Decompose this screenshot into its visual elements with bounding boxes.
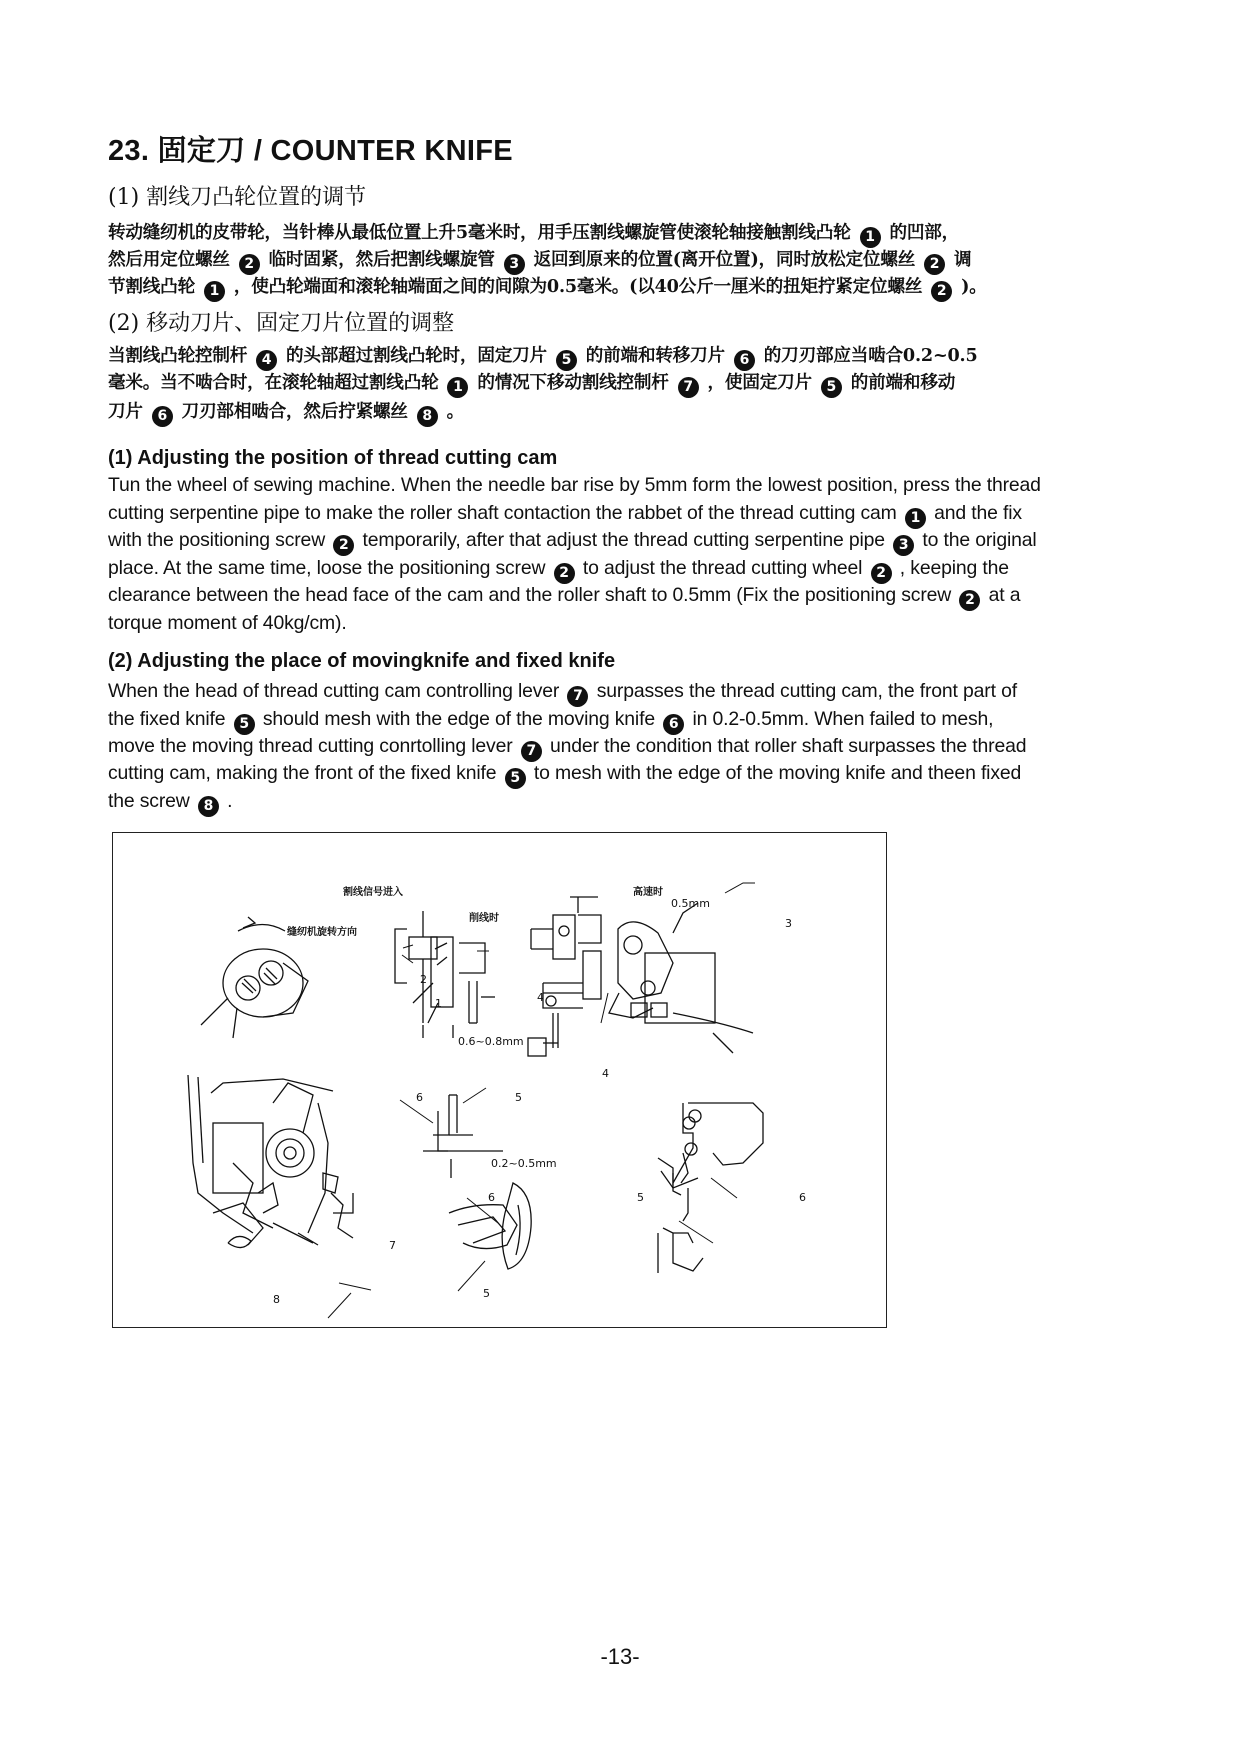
text-segment: cutting serpentine pipe to make the roller shaft contaction the rabbet of the thread cutting cam xyxy=(108,502,902,524)
text-segment: with the positioning screw xyxy=(108,529,331,551)
callout-number-badge: 1 xyxy=(860,227,881,248)
section-heading: 23. 固定刀 / COUNTER KNIFE xyxy=(108,135,513,167)
callout-5: 5 xyxy=(515,1091,522,1104)
label-cutting: 削线时 xyxy=(469,913,499,924)
text-segment: 刀刃部相啮合，然后拧紧螺丝 xyxy=(175,401,414,422)
en-paragraph-1-line xyxy=(108,612,347,635)
callout-number-badge: 1 xyxy=(905,508,926,529)
text-segment: 的前端和转移刀片 xyxy=(579,345,731,366)
label-gap-0-2-0-5mm: 0.2~0.5mm xyxy=(491,1157,557,1170)
cn-paragraph-1-line xyxy=(108,273,1123,302)
text-segment: 然后用定位螺丝 xyxy=(108,249,236,270)
callout-2: 2 xyxy=(420,973,427,986)
text-segment: to mesh with the edge of the moving knife and theen fixed xyxy=(528,762,1022,784)
text-segment: ，使固定刀片 xyxy=(701,372,818,393)
diagram-drawing xyxy=(113,833,888,1329)
callout-number-badge: 7 xyxy=(678,377,699,398)
callout-5c: 5 xyxy=(637,1191,644,1204)
callout-number-badge: 6 xyxy=(734,350,755,371)
text-segment: Tun the wheel of sewing machine. When the needle bar rise by 5mm form the lowest position, press the thread xyxy=(108,474,1041,496)
en-paragraph-1-line xyxy=(108,529,1037,556)
text-segment: temporarily, after that adjust the thread cutting serpentine pipe xyxy=(357,529,891,551)
adjustment-diagram xyxy=(112,832,887,1328)
callout-5b: 5 xyxy=(483,1287,490,1300)
callout-number-badge: 8 xyxy=(198,796,219,817)
text-segment: torque moment of 40kg/cm). xyxy=(108,612,347,634)
callout-number-badge: 2 xyxy=(959,590,980,611)
cn-paragraph-1-line xyxy=(108,246,1123,275)
cn-paragraph-2-line xyxy=(108,342,1123,371)
callout-number-badge: 6 xyxy=(152,406,173,427)
callout-number-badge: 5 xyxy=(234,714,255,735)
text-segment: ，使凸轮端面和滚轮轴端面之间的间隙为0.5毫米。(以40公斤一厘米的扭矩拧紧定位螺丝 xyxy=(227,276,929,297)
text-segment: 的凹部， xyxy=(883,222,960,243)
cn-subheading-1: (1) 割线刀凸轮位置的调节 xyxy=(108,185,367,210)
en-paragraph-2-line xyxy=(108,680,1017,707)
text-segment: 刀片 xyxy=(108,401,149,422)
en-paragraph-2-line xyxy=(108,762,1021,789)
page-number: -13- xyxy=(600,1644,640,1669)
text-segment: should mesh with the edge of the moving knife xyxy=(257,708,661,730)
text-segment: clearance between the head face of the cam and the roller shaft to 0.5mm (Fix the positioning screw xyxy=(108,584,957,606)
label-high-speed: 高速时 xyxy=(633,887,663,898)
text-segment: place. At the same time, loose the positioning screw xyxy=(108,557,551,579)
text-segment: cutting cam, making the front of the fixed knife xyxy=(108,762,502,784)
text-segment: 调 xyxy=(948,249,972,270)
text-segment: 的前端和移动 xyxy=(844,372,956,393)
callout-6b: 6 xyxy=(488,1191,495,1204)
label-gap-0-6-0-8mm: 0.6~0.8mm xyxy=(458,1035,524,1048)
text-segment: 临时固紧，然后把割线螺旋管 xyxy=(262,249,501,270)
callout-4: 4 xyxy=(537,991,544,1004)
cn-paragraph-2-line xyxy=(108,369,1123,398)
en-paragraph-2-line xyxy=(108,735,1026,762)
machine-underside-sketch xyxy=(188,1075,353,1248)
cn-subheading-2: (2) 移动刀片、固定刀片位置的调整 xyxy=(108,311,455,336)
callout-number-badge: 1 xyxy=(447,377,468,398)
callout-number-badge: 2 xyxy=(871,563,892,584)
text-segment: , keeping the xyxy=(894,557,1009,579)
text-segment: to the original xyxy=(917,529,1037,551)
callout-number-badge: 8 xyxy=(417,406,438,427)
callout-number-badge: 5 xyxy=(505,768,526,789)
cn-paragraph-1-line xyxy=(108,219,1123,248)
callout-number-badge: 7 xyxy=(521,741,542,762)
en-paragraph-1-line xyxy=(108,557,1009,584)
callout-4b: 4 xyxy=(602,1067,609,1080)
text-segment: at a xyxy=(983,584,1021,606)
en-paragraph-1-line xyxy=(108,474,1041,497)
text-segment: 毫米。当不啮合时，在滚轮轴超过割线凸轮 xyxy=(108,372,445,393)
label-signal-in: 割线信号进入 xyxy=(343,887,403,898)
text-segment: surpasses the thread cutting cam, the front part of xyxy=(591,680,1017,702)
en-subheading-1: (1) Adjusting the position of thread cutting cam xyxy=(108,447,558,469)
callout-3: 3 xyxy=(785,917,792,930)
en-paragraph-2-line xyxy=(108,790,232,817)
text-segment: When the head of thread cutting cam controlling lever xyxy=(108,680,565,702)
label-rotation-direction: 缝纫机旋转方向 xyxy=(287,927,357,938)
text-segment: move the moving thread cutting conrtolling lever xyxy=(108,735,518,757)
en-paragraph-2-line xyxy=(108,708,993,735)
callout-number-badge: 5 xyxy=(556,350,577,371)
knife-mesh-sketch xyxy=(423,1095,531,1269)
callout-number-badge: 5 xyxy=(821,377,842,398)
text-segment: the screw xyxy=(108,790,195,812)
callout-number-badge: 7 xyxy=(567,686,588,707)
text-segment: . xyxy=(221,790,233,812)
callout-number-badge: 2 xyxy=(333,535,354,556)
callout-number-badge: 6 xyxy=(663,714,684,735)
callout-1: 1 xyxy=(435,997,442,1010)
en-paragraph-1-line xyxy=(108,502,1022,529)
knife-plates-sketch xyxy=(658,1103,763,1273)
high-speed-position-sketch xyxy=(528,897,753,1056)
callout-number-badge: 1 xyxy=(204,281,225,302)
text-segment: and the fix xyxy=(928,502,1022,524)
callout-6c: 6 xyxy=(799,1191,806,1204)
text-segment: 返回到原来的位置(离开位置)，同时放松定位螺丝 xyxy=(527,249,922,270)
text-segment: to adjust the thread cutting wheel xyxy=(577,557,868,579)
callout-number-badge: 2 xyxy=(239,254,260,275)
en-paragraph-1-line xyxy=(108,584,1020,611)
cutting-position-sketch xyxy=(395,911,495,1038)
cn-paragraph-2-line xyxy=(108,398,1123,427)
text-segment: 的刀刃部应当啮合0.2~0.5 xyxy=(757,345,978,366)
callout-number-badge: 2 xyxy=(931,281,952,302)
text-segment: )。 xyxy=(955,276,987,297)
label-gap-0-5mm: 0.5mm xyxy=(671,897,710,910)
callout-number-badge: 3 xyxy=(893,535,914,556)
text-segment: 的头部超过割线凸轮时，固定刀片 xyxy=(280,345,553,366)
callout-8: 8 xyxy=(273,1293,280,1306)
text-segment: 节割线凸轮 xyxy=(108,276,201,297)
text-segment: the fixed knife xyxy=(108,708,231,730)
text-segment: under the condition that roller shaft surpasses the thread xyxy=(544,735,1027,757)
callout-6: 6 xyxy=(416,1091,423,1104)
callout-number-badge: 4 xyxy=(256,350,277,371)
text-segment: 的情况下移动割线控制杆 xyxy=(471,372,675,393)
callout-number-badge: 2 xyxy=(554,563,575,584)
text-segment: 转动缝纫机的皮带轮，当针棒从最低位置上升5毫米时，用手压割线螺旋管使滚轮轴接触割线凸轮 xyxy=(108,222,857,243)
text-segment: in 0.2-0.5mm. When failed to mesh, xyxy=(687,708,994,730)
callout-number-badge: 2 xyxy=(924,254,945,275)
text-segment: 。 xyxy=(440,401,465,422)
en-subheading-2: (2) Adjusting the place of movingknife and fixed knife xyxy=(108,650,616,672)
callout-7: 7 xyxy=(389,1239,396,1252)
text-segment: 当割线凸轮控制杆 xyxy=(108,345,254,366)
callout-number-badge: 3 xyxy=(504,254,525,275)
